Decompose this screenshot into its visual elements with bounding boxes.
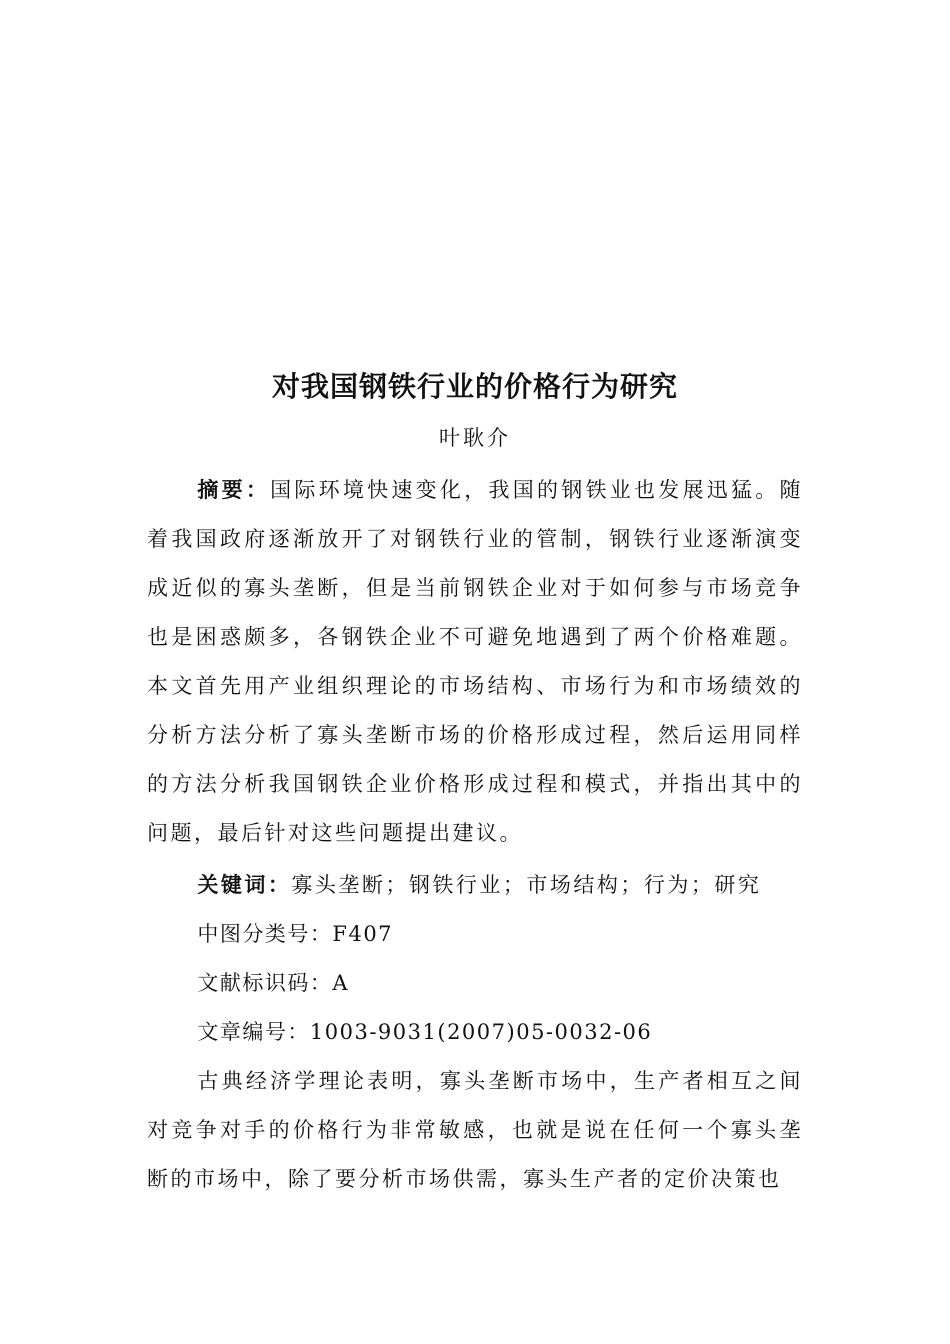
paper-body: [147, 465, 803, 1204]
document-code: 文献标识码：A: [197, 971, 350, 995]
paper-page: [147, 0, 803, 1344]
author-name: 叶耿介: [439, 426, 511, 450]
paper-title: 对我国钢铁行业的价格行为研究: [271, 370, 678, 403]
abstract-label: 摘要：: [197, 477, 271, 502]
abstract-paragraph: [147, 465, 803, 858]
keywords-line: [147, 860, 803, 910]
keywords-label: 关键词：: [197, 872, 292, 897]
abstract-text: 国际环境快速变化，我国的钢铁业也发展迅猛。随着我国政府逐渐放开了对钢铁行业的管制，钢铁行业逐渐演变成近似的寡头垄断，但是当前钢铁企业对于如何参与市场竞争也是困惑颇多，各钢铁企业不可避免地遇到了两个价格难题。本文首先用产业组织理论的市场结构、市场行为和市场绩效的分析方法分析了寡头垄断市场的价格形成过程，然后运用同样的方法分析我国钢铁企业价格形成过程和模式，并指出其中的问题，最后针对这些问题提出建议。: [147, 478, 803, 845]
keywords-text: 寡头垄断；钢铁行业；市场结构；行为；研究: [291, 873, 762, 897]
article-id: 文章编号：1003-9031(2007)05-0032-06: [197, 1020, 653, 1044]
clc-number: 中图分类号：F407: [197, 922, 394, 946]
body-paragraph: 古典经济学理论表明，寡头垄断市场中，生产者相互之间对竞争对手的价格行为非常敏感，也就是说在任何一个寡头垄断的市场中，除了要分析市场供需，寡头生产者的定价决策也: [147, 1069, 803, 1191]
